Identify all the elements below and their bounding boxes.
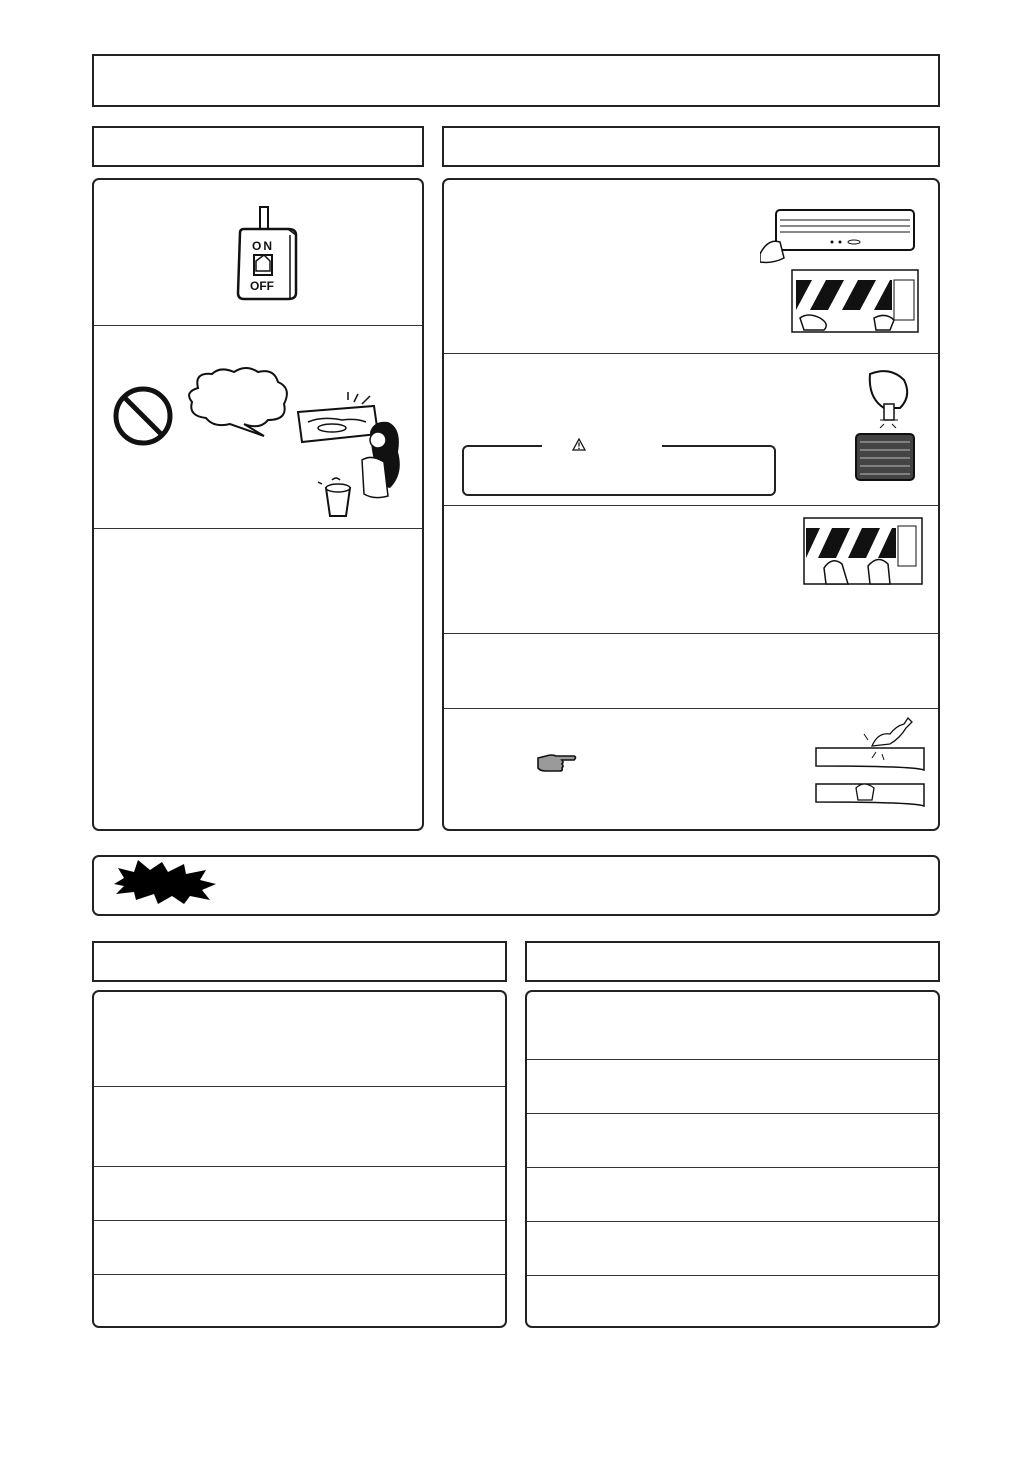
section-header-bottom-right — [525, 941, 940, 982]
vacuum-cleaning-illustration — [850, 368, 920, 484]
bottom-left-divider — [94, 1220, 505, 1221]
bottom-right-divider — [527, 1113, 938, 1114]
right-panel-divider — [444, 505, 938, 506]
bottom-right-divider — [527, 1167, 938, 1168]
right-panel-divider — [444, 708, 938, 709]
bottom-right-divider — [527, 1059, 938, 1060]
bottom-left-divider — [94, 1274, 505, 1275]
page-title-bar — [92, 54, 940, 107]
bottom-left-divider — [94, 1166, 505, 1167]
washing-unit-illustration — [292, 392, 408, 520]
pointing-hand-icon — [536, 752, 578, 774]
bottom-left-panel — [92, 990, 507, 1328]
section-header-bottom-left — [92, 941, 507, 982]
speech-bubble-icon — [184, 366, 294, 438]
section-header-right — [442, 126, 940, 167]
left-panel-divider — [94, 528, 422, 529]
starburst-badge-icon — [110, 858, 220, 906]
bottom-right-divider — [527, 1221, 938, 1222]
front-panel-wash-illustration — [812, 716, 928, 810]
prohibition-icon — [112, 385, 174, 447]
bottom-right-divider — [527, 1275, 938, 1276]
filter-removal-illustration — [790, 268, 920, 334]
switch-off-label: OFF — [250, 279, 274, 293]
section-header-left — [92, 126, 424, 167]
warning-triangle-icon — [572, 438, 586, 451]
bottom-left-divider — [94, 1086, 505, 1087]
right-panel-divider — [444, 353, 938, 354]
right-panel-divider — [444, 633, 938, 634]
caution-box — [462, 445, 776, 496]
open-front-panel-illustration — [760, 206, 920, 266]
switch-on-label: ON — [252, 239, 274, 253]
filter-reinstall-illustration — [802, 516, 924, 588]
left-panel-divider — [94, 325, 422, 326]
power-switch-icon — [232, 205, 302, 305]
caution-box-label-gap — [542, 440, 662, 450]
bottom-right-panel — [525, 990, 940, 1328]
